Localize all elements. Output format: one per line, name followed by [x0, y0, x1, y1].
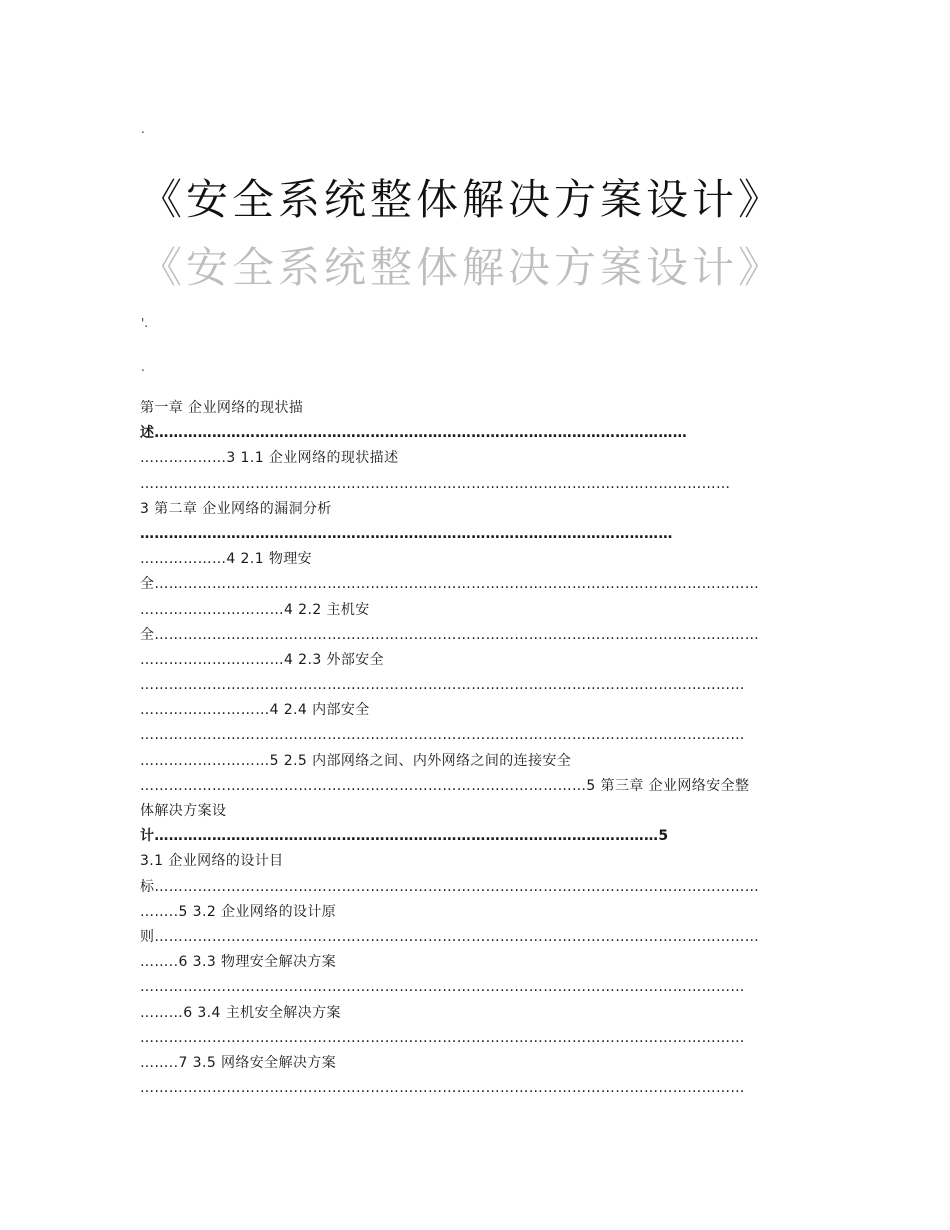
- toc-line: 全………………………………………………………………………………………………………………: [140, 626, 760, 643]
- document-title: 《安全系统整体解决方案设计》: [140, 175, 785, 224]
- toc-line: ……..6 3.3 物理安全解决方案: [140, 954, 337, 971]
- toc-line: 体解决方案设: [140, 803, 227, 819]
- toc-line: ………………………………………………………………………………………………………………: [140, 727, 745, 744]
- toc-line: ……..5 3.2 企业网络的设计原: [140, 903, 337, 920]
- toc-line: …………………………4 2.3 外部安全: [140, 651, 385, 668]
- toc-line: ……………………………………………………………………………………………………………: [140, 475, 731, 492]
- toc-line: ………………3 1.1 企业网络的现状描述: [140, 450, 399, 467]
- toc-line: …………………………………………………………………………………………………: [140, 525, 673, 542]
- toc-line: ………6 3.4 主机安全解决方案: [140, 1004, 341, 1021]
- toc-line: 述…………………………………………………………………………………………………: [140, 425, 688, 442]
- toc-line: ………………………………………………………………………………………………………………: [140, 979, 745, 996]
- toc-line: 3 第二章 企业网络的漏洞分析: [140, 500, 332, 517]
- toc-line: ………………………4 2.4 内部安全: [140, 702, 370, 719]
- toc-line: 第一章 企业网络的现状描: [140, 400, 304, 416]
- page-dot-mark: .: [141, 122, 145, 136]
- toc-line: ………………………5 2.5 内部网络之间、内外网络之间的连接安全: [140, 752, 572, 769]
- toc-line: ………………4 2.1 物理安: [140, 551, 313, 568]
- dot-mark: .: [141, 360, 145, 374]
- toc-line: 则………………………………………………………………………………………………………………: [140, 928, 760, 945]
- toc-line: 标………………………………………………………………………………………………………………: [140, 878, 760, 895]
- quote-dot-mark: '.: [141, 316, 149, 330]
- toc-line: 计……………………………………………………………………………………………5: [140, 828, 669, 845]
- toc-line: 3.1 企业网络的设计目: [140, 853, 284, 870]
- toc-line: …………………………4 2.2 主机安: [140, 601, 370, 618]
- toc-line: …………………………………………………………………………………5 第三章 企业网络安全整: [140, 777, 750, 794]
- toc-line: ………………………………………………………………………………………………………………: [140, 677, 745, 694]
- toc-line: ……..7 3.5 网络安全解决方案: [140, 1054, 337, 1071]
- toc-line: ………………………………………………………………………………………………………………: [140, 1029, 745, 1046]
- document-title-repeat: 《安全系统整体解决方案设计》: [140, 243, 785, 292]
- table-of-contents: [140, 396, 810, 1101]
- toc-line: ………………………………………………………………………………………………………………: [140, 1080, 745, 1097]
- toc-line: 全………………………………………………………………………………………………………………: [140, 576, 760, 593]
